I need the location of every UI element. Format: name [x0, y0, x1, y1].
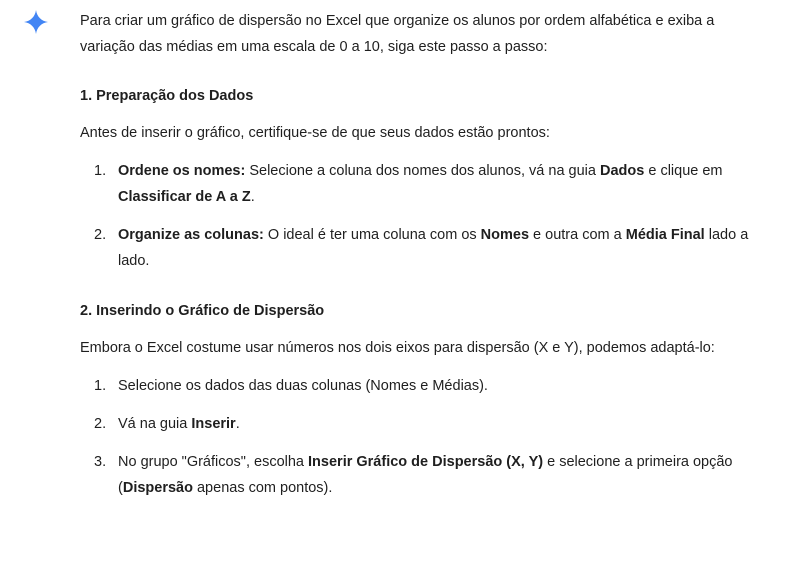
section-title-preparacao: 1. Preparação dos Dados: [80, 88, 254, 104]
section-lead-preparacao: Antes de inserir o gráfico, certifique-se de que seus dados estão prontos:: [80, 125, 550, 141]
section-lead-inserindo: Embora o Excel costume usar números nos dois eixos para dispersão (X e Y), podemos adaptá-lo:: [80, 340, 715, 356]
list-text: No grupo "Gráficos", escolha: [118, 454, 309, 470]
list-number: 1.: [94, 163, 107, 179]
list-text: lado a lado.: [118, 227, 749, 269]
list-text: Vá na guia: [118, 416, 192, 432]
bold-text: Organize as colunas:: [118, 227, 264, 243]
list-number: 2.: [94, 227, 107, 243]
section-title-inserindo: 2. Inserindo o Gráfico de Dispersão: [80, 303, 325, 319]
list-item: [80, 411, 770, 437]
list-text: apenas com pontos).: [192, 480, 333, 496]
list-text: e selecione a primeira opção (: [118, 454, 733, 496]
bold-text: Dados: [600, 163, 645, 179]
bold-text: Ordene os nomes:: [118, 163, 246, 179]
list-number: 2.: [94, 416, 107, 432]
list-text: Selecione os dados das duas colunas (Nomes e Médias).: [118, 378, 488, 394]
steps-list-preparacao: [80, 158, 770, 274]
intro-paragraph: Para criar um gráfico de dispersão no Excel que organize os alunos por ordem alfabética e exiba a variação das médias em uma escala de 0 a 10, siga este passo a passo:: [80, 13, 715, 55]
list-number: 1.: [94, 378, 107, 394]
response-body: [80, 8, 770, 501]
steps-list-inserindo: [80, 373, 770, 501]
sparkle-icon: [24, 10, 48, 34]
bold-text: Inserir Gráfico de Dispersão (X, Y): [308, 454, 544, 470]
bold-text: Classificar de A a Z: [118, 189, 251, 205]
list-item: [80, 449, 770, 501]
list-text: e clique em: [644, 163, 723, 179]
list-text: Selecione a coluna dos nomes dos alunos, vá na guia: [245, 163, 600, 179]
bold-text: Média Final: [625, 227, 705, 243]
list-text: O ideal é ter uma coluna com os: [263, 227, 481, 243]
list-item: [80, 158, 770, 210]
bold-text: Inserir: [191, 416, 236, 432]
list-number: 3.: [94, 454, 107, 470]
list-text: .: [235, 416, 240, 432]
list-item: [80, 222, 770, 274]
bold-text: Nomes: [480, 227, 530, 243]
list-text: e outra com a: [529, 227, 626, 243]
list-text: .: [250, 189, 255, 205]
bold-text: Dispersão: [122, 480, 193, 496]
list-item: [80, 373, 770, 399]
